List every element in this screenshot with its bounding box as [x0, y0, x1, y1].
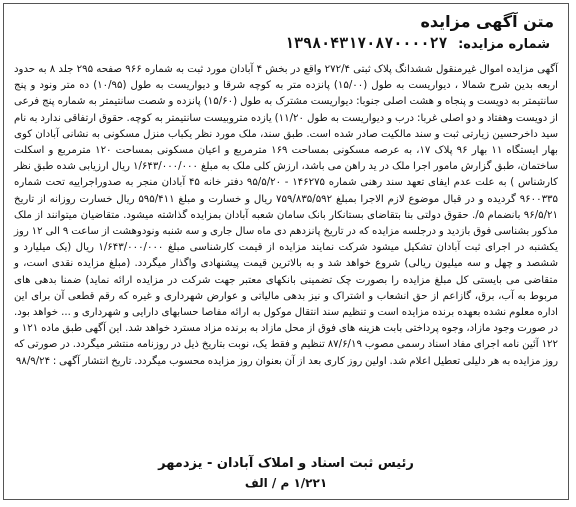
auction-number-line — [285, 34, 550, 52]
auction-number-label: شماره مزایده: — [458, 37, 550, 52]
notice-footer — [4, 455, 568, 491]
notice-header — [14, 12, 558, 52]
notice-code: ۱/۲۲۱ م / الف — [244, 476, 328, 490]
notice-body: آگهی مزایده اموال غیرمنقول ششدانگ پلاک ثبتی ۲۷۲/۴ واقع در بخش ۴ آبادان مورد ثبت به شماره ۹۶۶ صفحه ۲۹۵ جلد ۸ به حدود اربعه بدین شرح شمالا ، دیواریست به طول (۱۵/۰۰) پانزده متر به کوچه شرقا و دیواریست به طول (۱۰/۹۵) ده متر ونود و پنج سانتیمتر به دویست و پنجاه و هشت اصلی جنوبا: دیواریست مشترک به طول (۱۵/۶۰) پانزده و شصت سانتیمتر به شماره پنج فرعی از دویست وهفتاد و دو اصلی غربا: درب و دیواریست به طول ۱۱/۲۰) یازده متروبیست سانتیمتر به کوچه. حقوق ارتفاقی ندارد به نام سید داخرحسین زیارتی ثبت و سند مالکیت صادر شده است. طبق سند، ملک مورد نظر یکباب منزل مسکونی به نشانی آبادان کوی بهار ایستگاه ۱۱ بهار ۹۶ پلاک ۱۷، به عرصه مسکونی بمساحت ۱۶۹ مترمربع و اعیان مسکونی بمساحت ۱۲۰ مترمربع و اسکلت ساختمان، طبق گزارش مامور اجرا ملک در ید راهن می باشد، ارزش کلی ملک به مبلغ ۱/۶۴۳/۰۰۰/۰۰۰ ریال ارزیابی شده طبق نظر کارشناس ) به علت عدم ایفای تعهد سند رهنی شماره ۱۴۶۲۷۵ - ۹۵/۵/۲۰ دفتر خانه ۴۵ آبادان منجر به صدوراجراییه تحت شماره ۹۶۰۰۳۳۵ گردیده و در قبال موضوع لازم الاجرا بمبلغ ۷۵۹/۸۳۵/۵۹۲ ریال و خسارت و مبلغ ۵۹۵/۴۱۱ ریال خسارت روزانه از تاریخ ۹۶/۵/۲۱ بانضمام ۵/. حقوق دولتی بنا بتقاضای بستانکار بانک سامان شعبه آبادان بمزایده گذاشته میشود. متقاضیان میتوانند از ملک مذکور بشناسی فوق بازدید و درجلسه مزایده که در تاریخ پانزدهم دی ماه سال جاری و سه شنبه ونودوهشت از ساعت ۹ الی ۱۲ روز یکشنبه در اجرای ثبت آبادان تشکیل میشود شرکت نمایند مزایده از قیمت کارشناسی مبلغ ۱/۶۴۳/۰۰۰/۰۰۰ ریال (یک میلیارد و ششصد و چهل و سه میلیون ریالی) شروع خواهد شد و به بالاترین قیمت پیشنهادی واگذار میگردد. (مبلغ مزایده نقدی است، و متقاضی می بایستی کل مبلغ مزایده را بصورت چک تضمینی بانکهای معتبر جهت شرکت در مزایده ارائه نماید) ضمنا بدهی های مربوط به آب، برق، گازاعم از حق انشعاب و اشتراک و نیز بدهی مالیاتی و عوارض شهرداری و غیره که رقم قطعی آن برای این اداره معلوم نشده بعهده برنده مزایده است و تنظیم سند انتقال موکول به ارائه مفاصا حسابهای دارایی و شهرداری و ... خواهد بود. در صورت وجود مازاد، وجوه پرداختی بابت هزینه های فوق از محل مازاد به برنده مزاد مسترد خواهد شد. این آگهی طبق ماده ۱۲۱ و ۱۲۲ آئین نامه اجرای مفاد اسناد رسمی مصوب ۸۷/۶/۱۹ تنظیم و فقط یک، نوبت بتاریخ ذیل در روزنامه منتشر میگردد. در صورتی که روز مزایده به هر دلیلی تعطیل اعلام شد. اولین روز کاری بعد از آن بعنوان روز مزایده محسوب میگردد. تاریخ انتشار آگهی : ۹۸/۹/۲۴ — [14, 64, 559, 367]
signer-line: رئیس ثبت اسناد و املاک آبادان - یزدمهر — [158, 456, 414, 471]
auction-number: ۱۳۹۸۰۴۳۱۷۰۸۷۰۰۰۰۲۷ — [284, 34, 448, 52]
notice-title: متن آگهی مزایده — [420, 12, 554, 31]
notice-frame — [3, 3, 569, 500]
